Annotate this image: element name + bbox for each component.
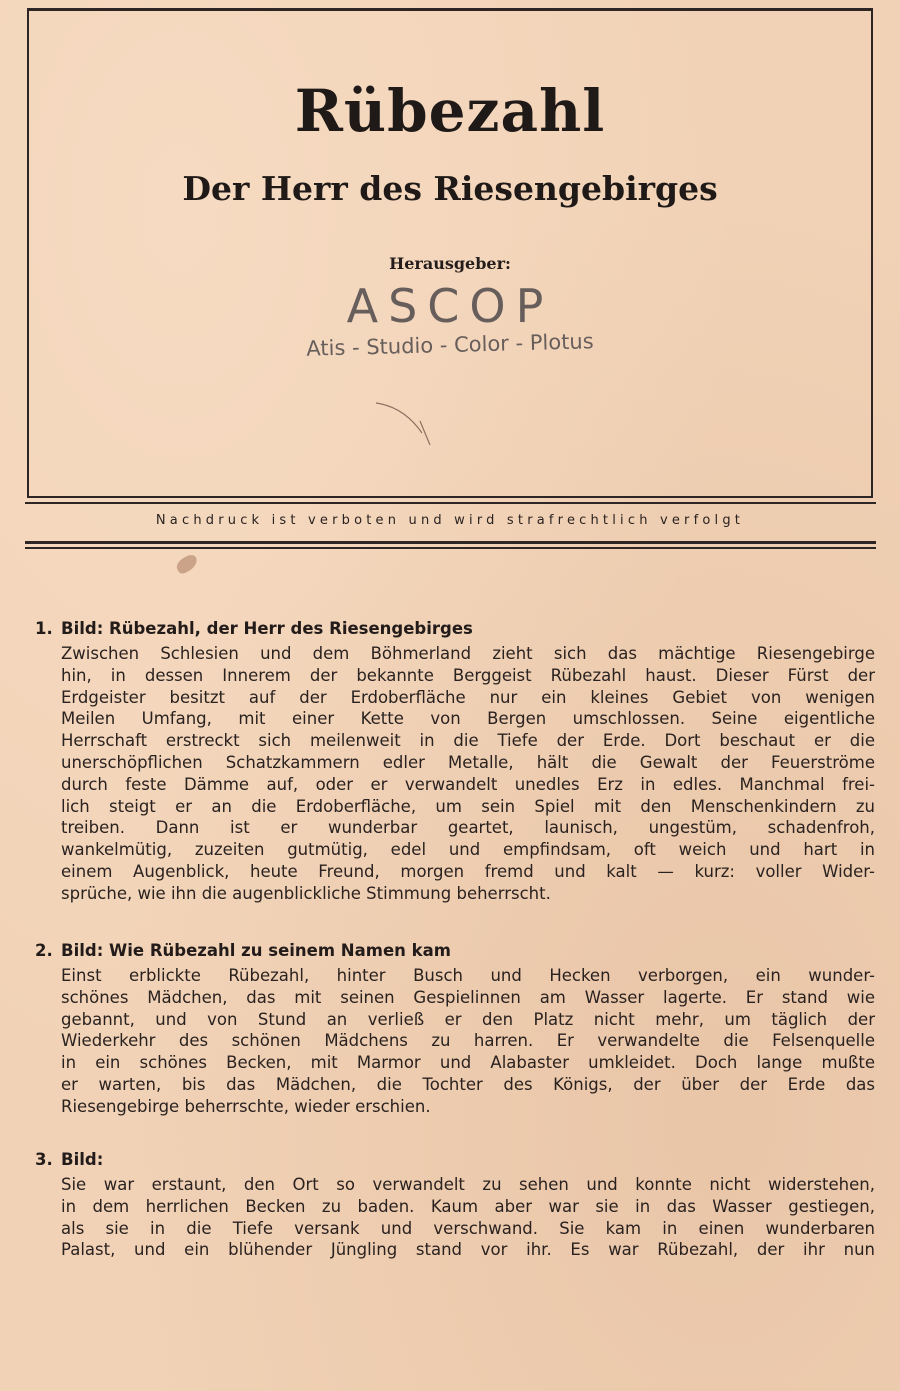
section-title: Bild: Wie Rübezahl zu seinem Namen kam bbox=[61, 941, 451, 960]
stamp-subtitle: Atis - Studio - Color - Plotus bbox=[306, 329, 594, 361]
text-line: er warten, bis das Mädchen, die Tochter des Königs, der über der Erde das bbox=[61, 1074, 875, 1094]
text-line: hin, in dessen Innerem der bekannte Berggeist Rübezahl haust. Dieser Fürst der bbox=[61, 665, 875, 685]
divider-top bbox=[25, 502, 876, 504]
text-line: Palast, und ein blühender Jüngling stand vor ihr. Es war Rübezahl, der ihr nun bbox=[61, 1240, 875, 1260]
section-body bbox=[61, 1174, 875, 1261]
text-line: Riesengebirge beherrschte, wieder erschien. bbox=[61, 1096, 431, 1116]
text-line: unerschöpflichen Schatzkammern edler Metalle, hält die Gewalt der Feuerströme bbox=[61, 752, 875, 772]
section-number: 1. bbox=[35, 619, 53, 638]
text-line: Einst erblickte Rübezahl, hinter Busch und Hecken verborgen, ein wunder- bbox=[61, 966, 875, 985]
text-line: Meilen Umfang, mit einer Kette von Bergen umschlossen. Seine eigentliche bbox=[61, 709, 875, 729]
text-line: schönes Mädchen, das mit seinen Gespielinnen am Wasser lagerte. Er stand wie bbox=[61, 987, 875, 1007]
section-body bbox=[61, 643, 875, 905]
text-line: Wiederkehr des schönen Mädchens zu harren. Er verwandelte die Felsenquelle bbox=[61, 1031, 875, 1051]
main-title: Rübezahl bbox=[294, 77, 606, 145]
text-line: in ein schönes Becken, mit Marmor und Alabaster umkleidet. Doch lange mußte bbox=[61, 1053, 875, 1073]
text-line: gebannt, und von Stund an verließ er den Platz nicht mehr, um täglich der bbox=[61, 1009, 875, 1029]
section-title: Bild: bbox=[61, 1150, 104, 1169]
text-line: als sie in die Tiefe versank und verschwand. Sie kam in einen wunderbaren bbox=[61, 1218, 875, 1238]
section-body bbox=[61, 965, 875, 1118]
stamp-name: ASCOP bbox=[346, 279, 554, 333]
subtitle: Der Herr des Riesengebirges bbox=[182, 169, 718, 208]
ink-smudge bbox=[174, 552, 200, 575]
text-line: Erdgeister besitzt auf der Erdoberfläche nur ein kleines Gebiet von wenigen bbox=[61, 687, 875, 707]
section-1 bbox=[35, 619, 875, 905]
divider-double-2 bbox=[25, 547, 876, 549]
text-line: in dem herrlichen Becken zu baden. Kaum aber war sie in das Wasser gestiegen, bbox=[61, 1196, 875, 1216]
title-box bbox=[27, 8, 873, 498]
section-number: 2. bbox=[35, 941, 53, 960]
section-heading bbox=[35, 941, 875, 960]
text-line: treiben. Dann ist er wunderbar geartet, launisch, ungestüm, schadenfroh, bbox=[61, 818, 875, 838]
text-line: einem Augenblick, heute Freund, morgen fremd und kalt — kurz: voller Wider- bbox=[61, 861, 875, 881]
text-line: Sie war erstaunt, den Ort so verwandelt zu sehen und konnte nicht widerstehen, bbox=[61, 1175, 875, 1194]
section-heading bbox=[35, 619, 875, 638]
publisher-label: Herausgeber: bbox=[389, 254, 511, 273]
text-line: Herrschaft erstreckt sich meilenweit in die Tiefe der Erde. Dort beschaut er die bbox=[61, 731, 875, 751]
text-line: durch feste Dämme auf, oder er verwandelt unedles Erz in edles. Manchmal frei- bbox=[61, 774, 875, 794]
publisher-stamp bbox=[29, 279, 871, 361]
divider-double-1 bbox=[25, 541, 876, 544]
text-line: lich steigt er an die Erdoberfläche, um sein Spiel mit den Menschenkindern zu bbox=[61, 796, 875, 816]
text-line: wankelmütig, zuzeiten gutmütig, edel und empfindsam, oft weich und hart in bbox=[61, 840, 875, 860]
text-line: sprüche, wie ihn die augenblickliche Stimmung beherrscht. bbox=[61, 883, 551, 903]
section-title: Bild: Rübezahl, der Herr des Riesengebirges bbox=[61, 619, 473, 638]
text-line: Zwischen Schlesien und dem Böhmerland zieht sich das mächtige Riesengebirge bbox=[61, 644, 875, 663]
copyright-notice: Nachdruck ist verboten und wird strafrechtlich verfolgt bbox=[155, 513, 745, 528]
section-2 bbox=[35, 941, 875, 1118]
section-number: 3. bbox=[35, 1150, 53, 1169]
section-heading bbox=[35, 1150, 875, 1169]
pencil-mark-icon bbox=[374, 393, 434, 449]
section-3 bbox=[35, 1150, 875, 1261]
